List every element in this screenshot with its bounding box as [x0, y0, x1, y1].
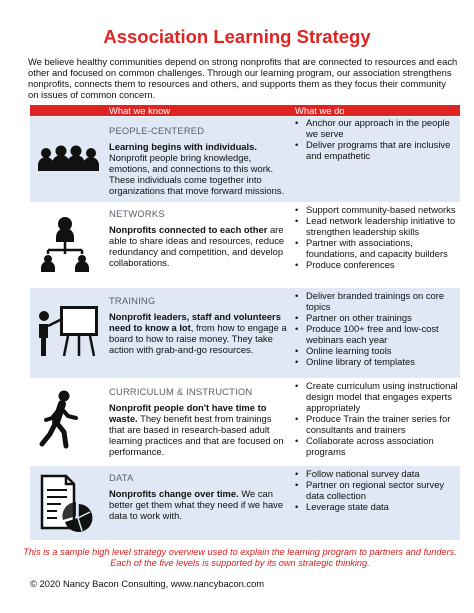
list-item: • Create curriculum using instructional design model that engages experts appropriately	[292, 380, 460, 413]
row-lead: Nonprofits change over time.	[109, 488, 239, 499]
table-header	[30, 105, 460, 116]
row-category: CURRICULUM & INSTRUCTION	[109, 386, 253, 397]
walking-person-icon	[34, 390, 102, 450]
row-description	[109, 488, 289, 521]
actions-list	[292, 117, 460, 161]
list-item: • Partner on regional sector survey data collection	[292, 479, 460, 501]
list-item: • Collaborate across association programs	[292, 435, 460, 457]
row-category: NETWORKS	[109, 208, 165, 219]
row-lead: Nonprofit people don't have time to waste.	[109, 402, 267, 424]
actions-list	[292, 468, 460, 512]
row-body: They benefit best from trainings that are based in research-based adult learning practices and that are focused on performance.	[109, 413, 284, 457]
row-description	[109, 402, 289, 457]
list-item: • Anchor our approach in the people we serve	[292, 117, 460, 139]
row-body: , from how to engage a board to how to raise money. They take action with grab-and-go resources.	[109, 322, 287, 355]
actions-list	[292, 204, 460, 270]
actions-list	[292, 290, 460, 367]
list-item: • Partner with associations, foundations, and capacity builders	[292, 237, 460, 259]
table-row	[30, 378, 460, 466]
table-row	[30, 466, 460, 540]
row-body: Nonprofit people bring knowledge, emotions, and connections to this work. These individuals come together into organizations that move forward missions.	[109, 152, 285, 196]
row-lead: Nonprofit leaders, staff and volunteers need to know a lot	[109, 311, 281, 333]
list-item: • Produce conferences	[292, 259, 460, 270]
actions-list	[292, 380, 460, 457]
table-row	[30, 202, 460, 288]
list-item: • Support community-based networks	[292, 204, 460, 215]
people-group-icon	[34, 129, 102, 189]
row-category: PEOPLE-CENTERED	[109, 125, 205, 136]
list-item: • Lead network leadership initiative to strengthen leadership skills	[292, 215, 460, 237]
row-category: DATA	[109, 472, 134, 483]
network-icon	[34, 212, 102, 272]
list-item: • Partner on other trainings	[292, 312, 460, 323]
list-item: • Deliver programs that are inclusive and empathetic	[292, 139, 460, 161]
row-description	[109, 224, 289, 268]
row-category: TRAINING	[109, 295, 156, 306]
list-item: • Leverage state data	[292, 501, 460, 512]
column-header-what-we-know: What we know	[109, 105, 170, 116]
copyright: © 2020 Nancy Bacon Consulting, www.nancybacon.com	[30, 578, 265, 589]
data-report-icon	[34, 472, 102, 532]
row-body: We can better get them what they need if we have data to work with.	[109, 488, 284, 521]
list-item: • Produce Train the trainer series for consultants and trainers	[292, 413, 460, 435]
list-item: • Deliver branded trainings on core topics	[292, 290, 460, 312]
row-description	[109, 141, 289, 196]
list-item: • Produce 100+ free and low-cost webinars each year	[292, 323, 460, 345]
table-row	[30, 288, 460, 378]
row-lead: Learning begins with individuals.	[109, 141, 257, 152]
intro-paragraph: We believe healthy communities depend on strong nonprofits that are connected to resources and each other and focused on common challenges. Through our learning program, our association strengthens nonprofits, connects them to resources and others, and supports them as they focus their community on issues of common concern.	[28, 56, 458, 100]
list-item: • Online library of templates	[292, 356, 460, 367]
table-row	[30, 117, 460, 202]
list-item: • Follow national survey data	[292, 468, 460, 479]
row-description	[109, 311, 289, 355]
list-item: • Online learning tools	[292, 345, 460, 356]
column-header-what-we-do: What we do	[295, 105, 345, 116]
page-title: Association Learning Strategy	[103, 26, 371, 47]
row-body: are able to share ideas and resources, reduce redundancy and competition, and develop collaborations.	[109, 224, 285, 268]
presenter-icon	[34, 300, 102, 360]
footer-note: This is a sample high level strategy overview used to explain the learning program to partners and funders. Each of the five levels is supported by its own strategic thinking.	[23, 547, 457, 568]
row-lead: Nonprofits connected to each other	[109, 224, 268, 235]
